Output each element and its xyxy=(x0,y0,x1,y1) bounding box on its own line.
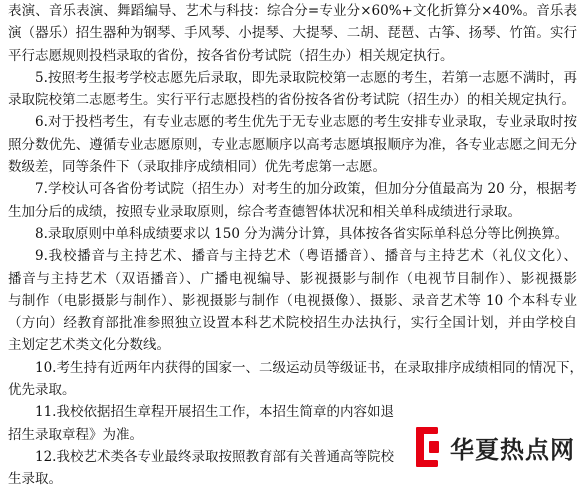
text-line: 5.按照考生报考学校志愿先后录取，即先录取院校第一志愿的考生，若第一志愿不满时，再 xyxy=(35,69,577,86)
text-line: 生录取。 xyxy=(8,471,62,488)
text-line: 照分数优先、遵循专业志愿原则，专业志愿顺序以高考志愿填报顺序为准，各专业志愿之间无分 xyxy=(8,136,577,153)
text-line: 11.我校依据招生章程开展招生工作，本招生简章的内容如退 xyxy=(35,404,394,421)
text-line: 主划定艺术类文化分数线。 xyxy=(8,337,170,354)
text-line: 招生录取章程》为准。 xyxy=(8,426,143,443)
text-line: 优先录取。 xyxy=(8,382,76,399)
text-line: 播音与主持艺术（双语播音）、广播电视编导、影视摄影与制作（电视节目制作）、影视摄影 xyxy=(8,270,577,287)
watermark xyxy=(404,416,587,478)
text-line: 8.录取原则中单科成绩要求以 150 分为满分计算，具体按各省实际单科总分等比例换算。 xyxy=(35,225,569,242)
watermark-text: 华夏热点网 xyxy=(450,435,575,464)
text-line: 生加分后的成绩，按照专业录取原则，综合考查德智体状况和相关单科成绩进行录取。 xyxy=(8,203,521,220)
text-line: 7.学校认可各省份考试院（招生办）对考生的加分政策，但加分分值最高为 20 分，根据考 xyxy=(35,181,577,198)
text-line: 平行志愿规则投档录取的省份，按各省份考试院（招生办）相关规定执行。 xyxy=(8,47,454,64)
text-line: 演（器乐）招生器种为钢琴、手风琴、小提琴、大提琴、二胡、琵琶、古筝、扬琴、竹笛。实行 xyxy=(8,25,577,42)
text-line: 表演、音乐表演、舞蹈编导、艺术与科技：综合分=专业分×60%+文化折算分×40%。音乐表 xyxy=(8,3,577,19)
text-line: 数级差，同等条件下（录取排序成绩相同）优先考虑第一志愿。 xyxy=(8,159,386,176)
hx-logo-icon xyxy=(416,427,442,467)
text-line: 录取院校第二志愿考生。实行平行志愿投档的省份按各省份考试院（招生办）的相关规定执行。 xyxy=(8,92,575,109)
text-line: 与制作（电影摄影与制作）、影视摄影与制作（电视摄像）、摄影、录音艺术等 10 个本科专业 xyxy=(8,292,577,309)
text-line: （方向）经教育部批准参照独立设置本科艺术院校招生办法执行，实行全国计划，并由学校自 xyxy=(8,315,577,332)
text-line: 10.考生持有近两年内获得的国家一、二级运动员等级证书，在录取排序成绩相同的情况下， xyxy=(35,359,583,376)
text-line: 9.我校播音与主持艺术、播音与主持艺术（粤语播音）、播音与主持艺术（礼仪文化）、 xyxy=(35,248,577,265)
text-line: 6.对于投档考生，有专业志愿的考生优先于无专业志愿的考生安排专业录取，专业录取时按 xyxy=(35,114,577,131)
text-line: 12.我校艺术类各专业最终录取按照教育部有关普通高等院校 xyxy=(35,448,394,465)
